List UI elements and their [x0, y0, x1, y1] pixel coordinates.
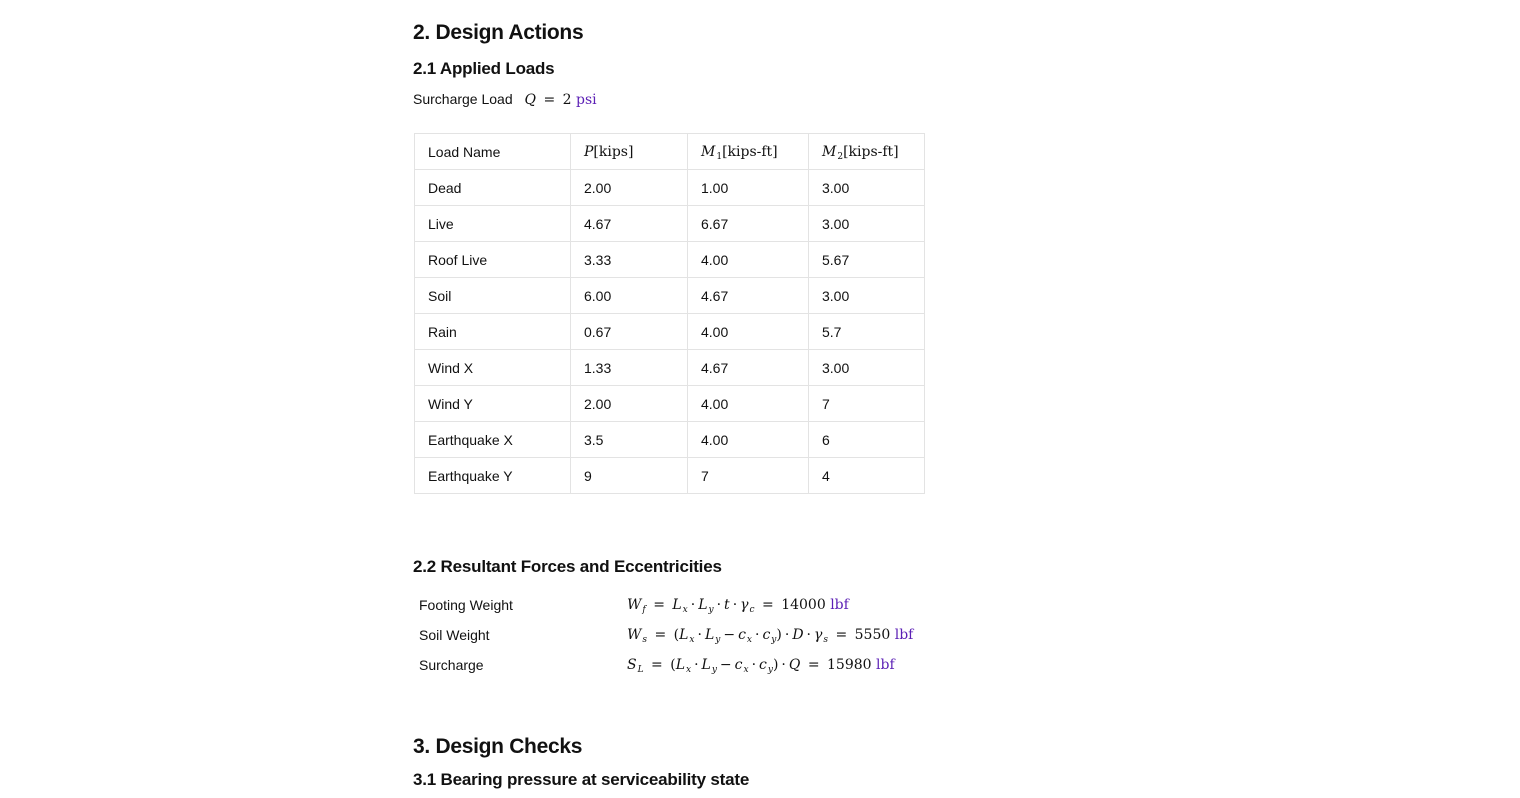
table-row: Wind Y 2.00 4.00 7 [415, 386, 925, 422]
header-m1-kips-ft: $M_1[kips-ft]$ [688, 134, 809, 170]
surcharge-formula: $S_L = (L_x \cdot L_y - c_x \cdot c_y) \cdot Q = 15980$ lbf [627, 657, 895, 675]
header-load-name: Load Name [415, 134, 571, 170]
list-item [419, 627, 979, 657]
footing-weight-label: Footing Weight [419, 597, 513, 613]
table-row: Dead 2.00 1.00 3.00 [415, 170, 925, 206]
table-row: Wind X 1.33 4.67 3.00 [415, 350, 925, 386]
table-header-row [415, 134, 925, 170]
surcharge-label: Surcharge [419, 657, 484, 673]
table-row: Live 4.67 6.67 3.00 [415, 206, 925, 242]
surcharge-load-label: Surcharge Load [413, 91, 513, 107]
soil-weight-formula: $W_s = (L_x \cdot L_y - c_x \cdot c_y) \cdot D \cdot \gamma_s = 5550$ lbf [627, 627, 914, 645]
table-row: Roof Live 3.33 4.00 5.67 [415, 242, 925, 278]
table-row: Earthquake Y 9 7 4 [415, 458, 925, 494]
soil-weight-label: Soil Weight [419, 627, 490, 643]
subsection-title-applied-loads: 2.1 Applied Loads [413, 59, 555, 78]
surcharge-load-formula: Q = 2 psi [524, 92, 597, 108]
table-row: Earthquake X 3.5 4.00 6 [415, 422, 925, 458]
surcharge-load-line [413, 91, 597, 108]
header-m2-kips-ft: $M_2[kips-ft]$ [809, 134, 925, 170]
list-item [419, 597, 979, 627]
subsection-title-bearing-pressure: 3.1 Bearing pressure at serviceability state [413, 770, 750, 789]
section-title-design-actions: 2. Design Actions [413, 21, 584, 44]
section-title-design-checks: 3. Design Checks [413, 735, 583, 758]
list-item [419, 657, 979, 687]
footing-weight-formula: $W_f = L_x \cdot L_y \cdot t \cdot \gamma_c = 14000$ lbf [627, 597, 849, 615]
header-p-kips: P[kips] [571, 134, 688, 170]
subsection-title-resultant-forces: 2.2 Resultant Forces and Eccentricities [413, 557, 722, 576]
applied-loads-table [414, 133, 925, 494]
table-row: Rain 0.67 4.00 5.7 [415, 314, 925, 350]
resultant-forces-list [419, 597, 979, 687]
table-row: Soil 6.00 4.67 3.00 [415, 278, 925, 314]
